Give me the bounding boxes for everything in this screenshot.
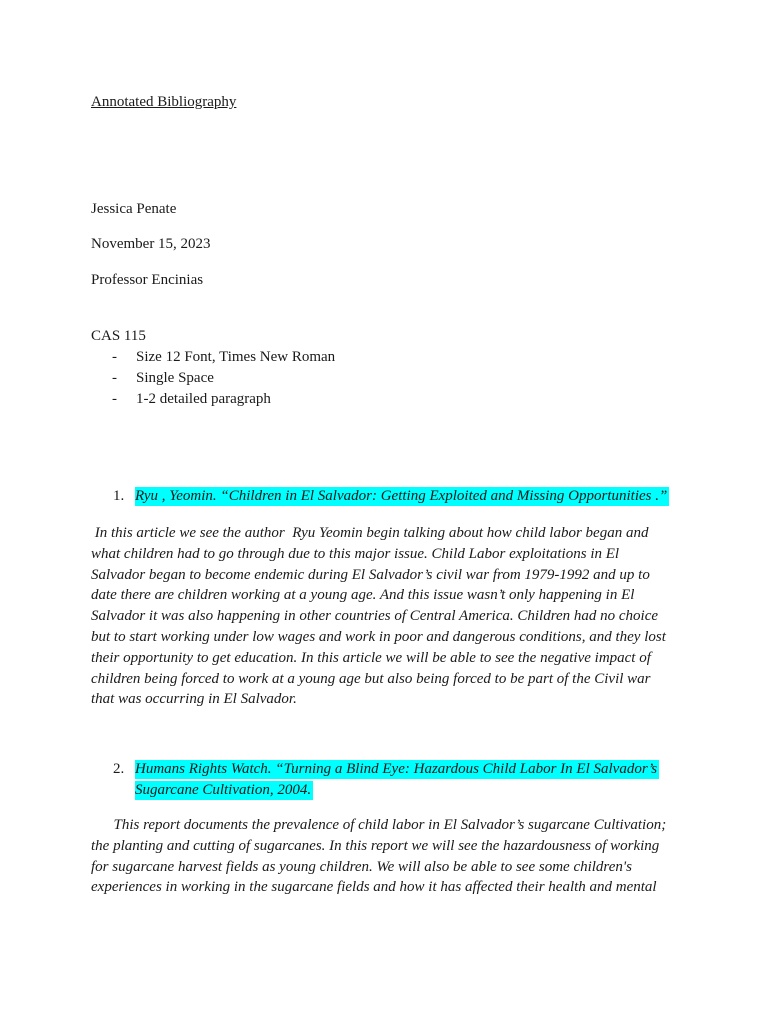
document-title: Annotated Bibliography <box>91 94 237 110</box>
professor-name: Professor Encinias <box>91 272 204 288</box>
annotation-line: This report documents the prevalence of child labor in El Salvador’s sugarcane Cultivation; <box>91 817 667 833</box>
highlighted-citation: Ryu , Yeomin. “Children in El Salvador: Getting Exploited and Missing Opportunities .” <box>135 488 668 504</box>
highlighted-citation: Humans Rights Watch. “Turning a Blind Eye: Hazardous Child Labor In El Salvador’s <box>135 761 658 777</box>
course-code: CAS 115 <box>91 328 146 344</box>
document-page: Annotated Bibliography Jessica Penate November 15, 2023 Professor Encinias CAS 115 - Size 12 Font, Times New Roman - Single Space - 1-2 detailed paragraph 1. Ryu , Yeomin. “Children in El Salvador: Getting Exploited and Missing Opportunities .” In this article we see the author Ryu Yeomin begin talking about how child labor began and what children had to go through due to this major issue. Child Labor exploitations in El Salvador began to become endemic during El Salvador’s civil war from 1979-1992 and up to date there are children working at a young age. And this issue wasn’t only happening in El Salvador it was also happening in other countries of Central America. Children had no choice but to start working under low wages and work in poor and dangerous conditions, and they lost their opportunity to get education. In this article we will be able to see the negative impact of children being forced to work at a young age but also being forced to be part of the Civil war that was occurring in El Salvador. 2. Humans Rights Watch. “Turning a Blind Eye: Hazardous Child Labor In El Salvador’s Sugarcane Cultivation, 2004. This report documents the prevalence of child labor in El Salvador’s sugarcane Cultivation; the planting and cutting of sugarcanes. In this report we will see the hazardousness of working for sugarcane harvest fields as young children. We will also be able to see some children's experiences in working in the sugarcane fields and how it has affected their health and mental <box>0 0 768 1024</box>
dash-bullet: - <box>112 349 117 365</box>
entry-citation-continued <box>135 781 313 799</box>
annotation-line: In this article we see the author Ryu Yeomin begin talking about how child labor began and <box>91 525 649 541</box>
highlighted-citation: Sugarcane Cultivation, 2004. <box>135 782 312 798</box>
entry-citation <box>135 760 659 778</box>
annotation-line: but to start working under low wages and work in poor and dangerous conditions, and they lost <box>91 628 666 645</box>
annotation-line: their opportunity to get education. In this article we will be able to see the negative impact of <box>91 649 651 666</box>
entry-annotation <box>91 815 666 898</box>
dash-bullet: - <box>112 391 117 407</box>
entry-citation <box>135 487 669 505</box>
author-name: Jessica Penate <box>91 201 177 217</box>
entry-annotation <box>91 523 666 710</box>
annotation-line: for sugarcane harvest fields as young children. We will also be able to see some children's <box>91 858 632 875</box>
entry-number: 1. <box>113 488 125 504</box>
annotation-line: what children had to go through due to this major issue. Child Labor exploitations in El <box>91 545 620 562</box>
annotation-line: the planting and cutting of sugarcanes. In this report we will see the hazardousness of working <box>91 837 660 854</box>
document-date: November 15, 2023 <box>91 236 211 252</box>
annotation-line: experiences in working in the sugarcane fields and how it has affected their health and mental <box>91 879 657 896</box>
annotation-line: Salvador began to become endemic during El Salvador’s civil war from 1979-1992 and up to <box>91 566 650 583</box>
annotation-line: children being forced to work at a young age but also being forced to be part of the Civil war <box>91 670 651 687</box>
annotation-line: that was occurring in El Salvador. <box>91 691 297 708</box>
entry-number: 2. <box>113 761 125 777</box>
dash-bullet: - <box>112 370 117 386</box>
annotation-line: Salvador it was also happening in other countries of Central America. Children had no choice <box>91 608 659 625</box>
annotation-line: date there are children working at a young age. And this issue wasn’t only happening in El <box>91 587 635 604</box>
